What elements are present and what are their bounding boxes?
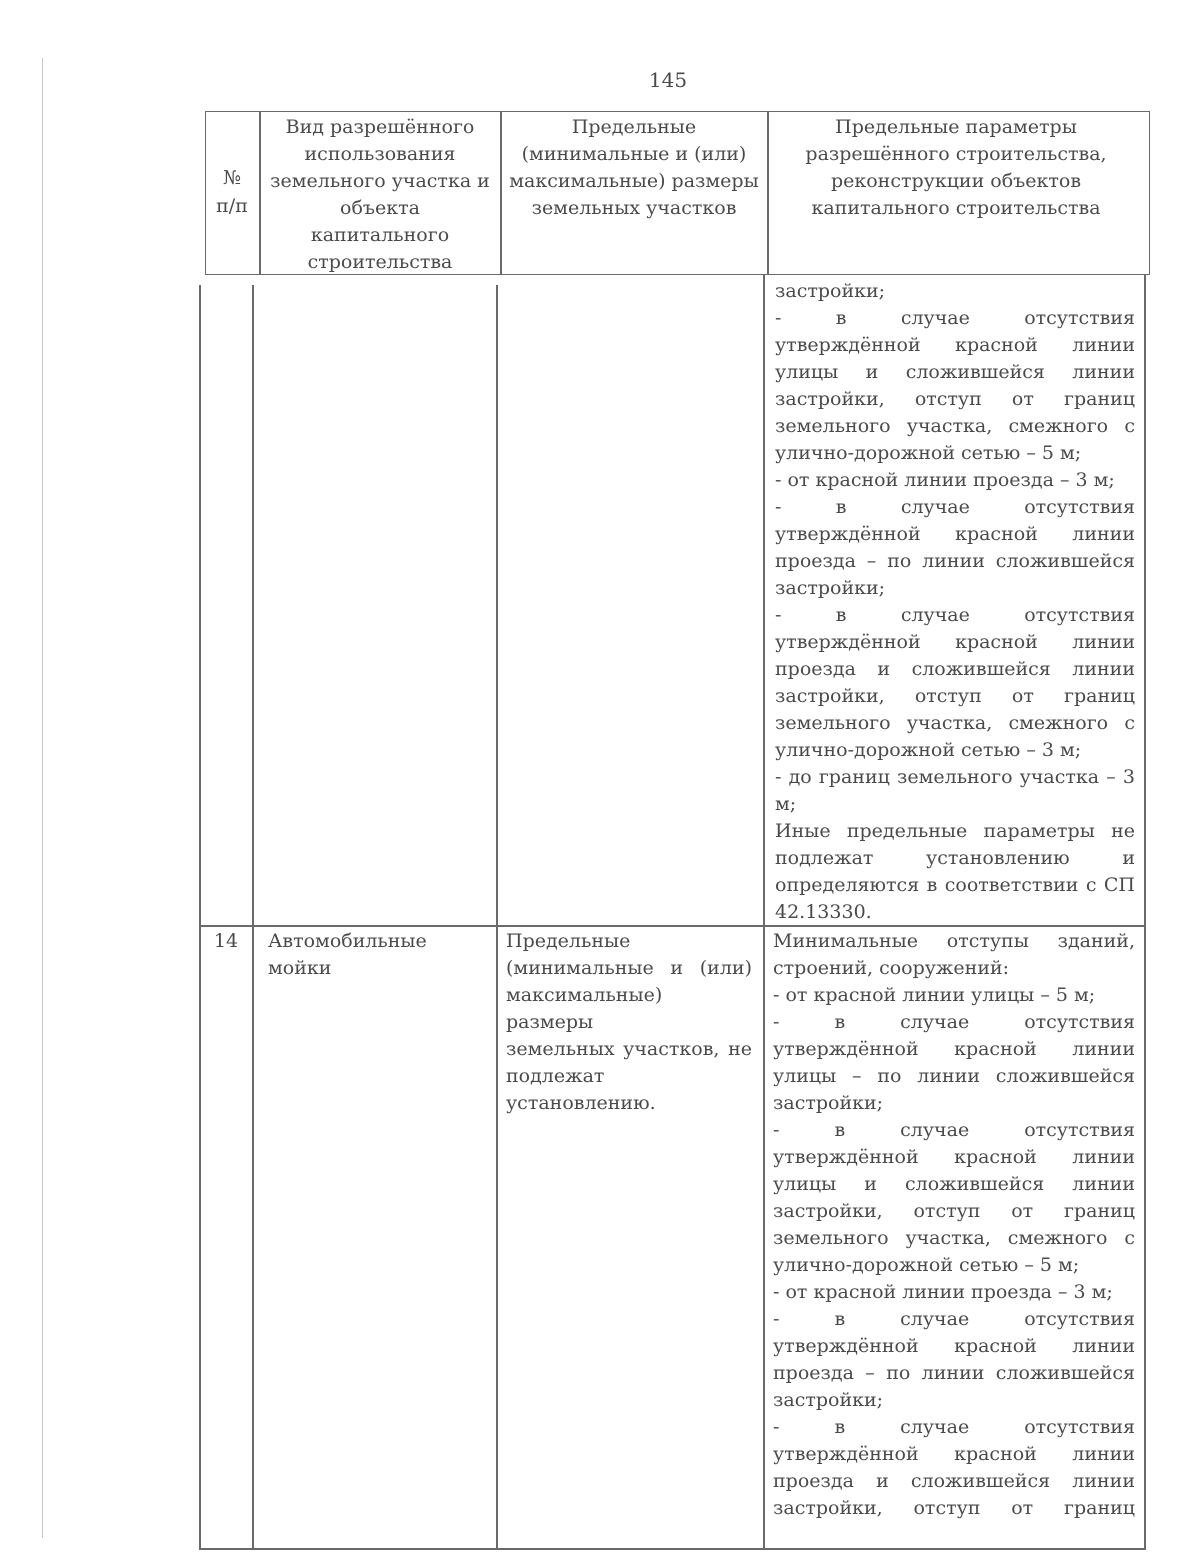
header-plot-sizes: [501, 114, 767, 222]
params-line: подлежат установлению и: [775, 847, 1135, 869]
body-divider: [252, 285, 254, 1550]
params-line: земельного участка, смежного с: [775, 415, 1135, 437]
header-params-line: реконструкции объектов: [830, 170, 1082, 192]
sizes-line: установлению.: [506, 1092, 656, 1114]
params-line: - в случае отсутствия: [773, 1011, 1135, 1033]
params-line: утверждённой красной линии: [773, 1443, 1135, 1465]
row-14-number: 14: [213, 930, 239, 952]
continuation-params-cell: [775, 278, 1135, 926]
sizes-line: земельных участков, не: [506, 1038, 752, 1060]
params-line: застройки, отступ от границ: [773, 1200, 1135, 1222]
params-line: проезда и сложившейся линии: [773, 1470, 1135, 1492]
body-left-border: [199, 285, 201, 1550]
body-divider: [496, 285, 498, 1550]
header-use-line: капитального: [310, 224, 450, 246]
params-line: - в случае отсутствия: [775, 496, 1135, 518]
header-use-line: Вид разрешённого: [285, 116, 475, 138]
header-use-line: строительства: [307, 251, 453, 273]
header-sizes-line: земельных участков: [531, 197, 737, 219]
params-line: - до границ земельного участка – 3: [775, 766, 1135, 788]
row-14-params: [773, 928, 1135, 1522]
params-line: - в случае отсутствия: [773, 1416, 1135, 1438]
params-line: застройки;: [773, 1092, 884, 1114]
params-line: утверждённой красной линии: [775, 523, 1135, 545]
use-line: Автомобильные: [268, 930, 427, 952]
body-bottom-border: [199, 1548, 1146, 1550]
params-line: застройки;: [773, 1389, 884, 1411]
params-line: земельного участка, смежного с: [775, 712, 1135, 734]
params-line: улично-дорожной сетью – 5 м;: [773, 1254, 1080, 1276]
params-line: застройки, отступ от границ: [773, 1497, 1135, 1519]
params-line: улицы и сложившейся линии: [775, 361, 1135, 383]
params-line: застройки, отступ от границ: [775, 388, 1135, 410]
header-use-line: объекта: [340, 197, 420, 219]
header-sizes-line: Предельные: [571, 116, 697, 138]
body-right-border: [1144, 275, 1146, 1550]
header-construction-params: [768, 114, 1144, 222]
params-line: определяются в соответствии с СП: [775, 874, 1135, 896]
use-line: мойки: [268, 957, 332, 979]
row-14-use: [268, 928, 488, 982]
params-line: проезда – по линии сложившейся: [775, 550, 1135, 572]
header-use-line: земельного участка и: [270, 170, 490, 192]
params-line: улично-дорожной сетью – 5 м;: [775, 442, 1082, 464]
params-line: проезда – по линии сложившейся: [773, 1362, 1135, 1384]
header-number-text: № п/п: [216, 167, 248, 217]
params-line: утверждённой красной линии: [775, 334, 1135, 356]
params-line: м;: [775, 793, 797, 815]
params-line: строений, сооружений:: [773, 957, 1010, 979]
params-line: улицы – по линии сложившейся: [773, 1065, 1135, 1087]
header-params-line: Предельные параметры: [835, 116, 1077, 138]
page-number: 145: [648, 68, 688, 92]
body-divider: [763, 275, 765, 1550]
params-line: - от красной линии проезда – 3 м;: [775, 469, 1115, 491]
params-line: 42.13330.: [775, 901, 872, 923]
params-line: - в случае отсутствия: [775, 307, 1135, 329]
row-14-sizes: [506, 928, 752, 1117]
params-line: - в случае отсутствия: [775, 604, 1135, 626]
scan-margin-line: [42, 58, 43, 1538]
params-line: застройки;: [775, 280, 886, 302]
header-permitted-use: [260, 114, 500, 276]
params-line: - от красной линии проезда – 3 м;: [773, 1281, 1113, 1303]
sizes-line: Предельные: [506, 930, 631, 952]
params-line: застройки;: [775, 577, 886, 599]
params-line: улицы и сложившейся линии: [773, 1173, 1135, 1195]
sizes-line: подлежат: [506, 1065, 605, 1087]
params-line: - в случае отсутствия: [773, 1308, 1135, 1330]
params-line: - от красной линии улицы – 5 м;: [773, 984, 1096, 1006]
header-params-line: капитального строительства: [811, 197, 1101, 219]
header-sizes-line: (минимальные и (или): [521, 143, 747, 165]
sizes-line: (минимальные и (или): [506, 957, 752, 979]
params-line: застройки, отступ от границ: [775, 685, 1135, 707]
header-params-line: разрешённого строительства,: [805, 143, 1107, 165]
params-line: утверждённой красной линии: [775, 631, 1135, 653]
sizes-line: максимальные) размеры: [506, 984, 663, 1033]
header-use-line: использования: [304, 143, 456, 165]
params-line: земельного участка, смежного с: [773, 1227, 1135, 1249]
params-line: Иные предельные параметры не: [775, 820, 1135, 842]
params-line: - в случае отсутствия: [773, 1119, 1135, 1141]
params-line: утверждённой красной линии: [773, 1146, 1135, 1168]
params-line: проезда и сложившейся линии: [775, 658, 1135, 680]
params-line: Минимальные отступы зданий,: [773, 930, 1135, 952]
header-number: [205, 164, 259, 220]
params-line: утверждённой красной линии: [773, 1038, 1135, 1060]
header-sizes-line: максимальные) размеры: [509, 170, 759, 192]
params-line: улично-дорожной сетью – 3 м;: [775, 739, 1082, 761]
params-line: утверждённой красной линии: [773, 1335, 1135, 1357]
